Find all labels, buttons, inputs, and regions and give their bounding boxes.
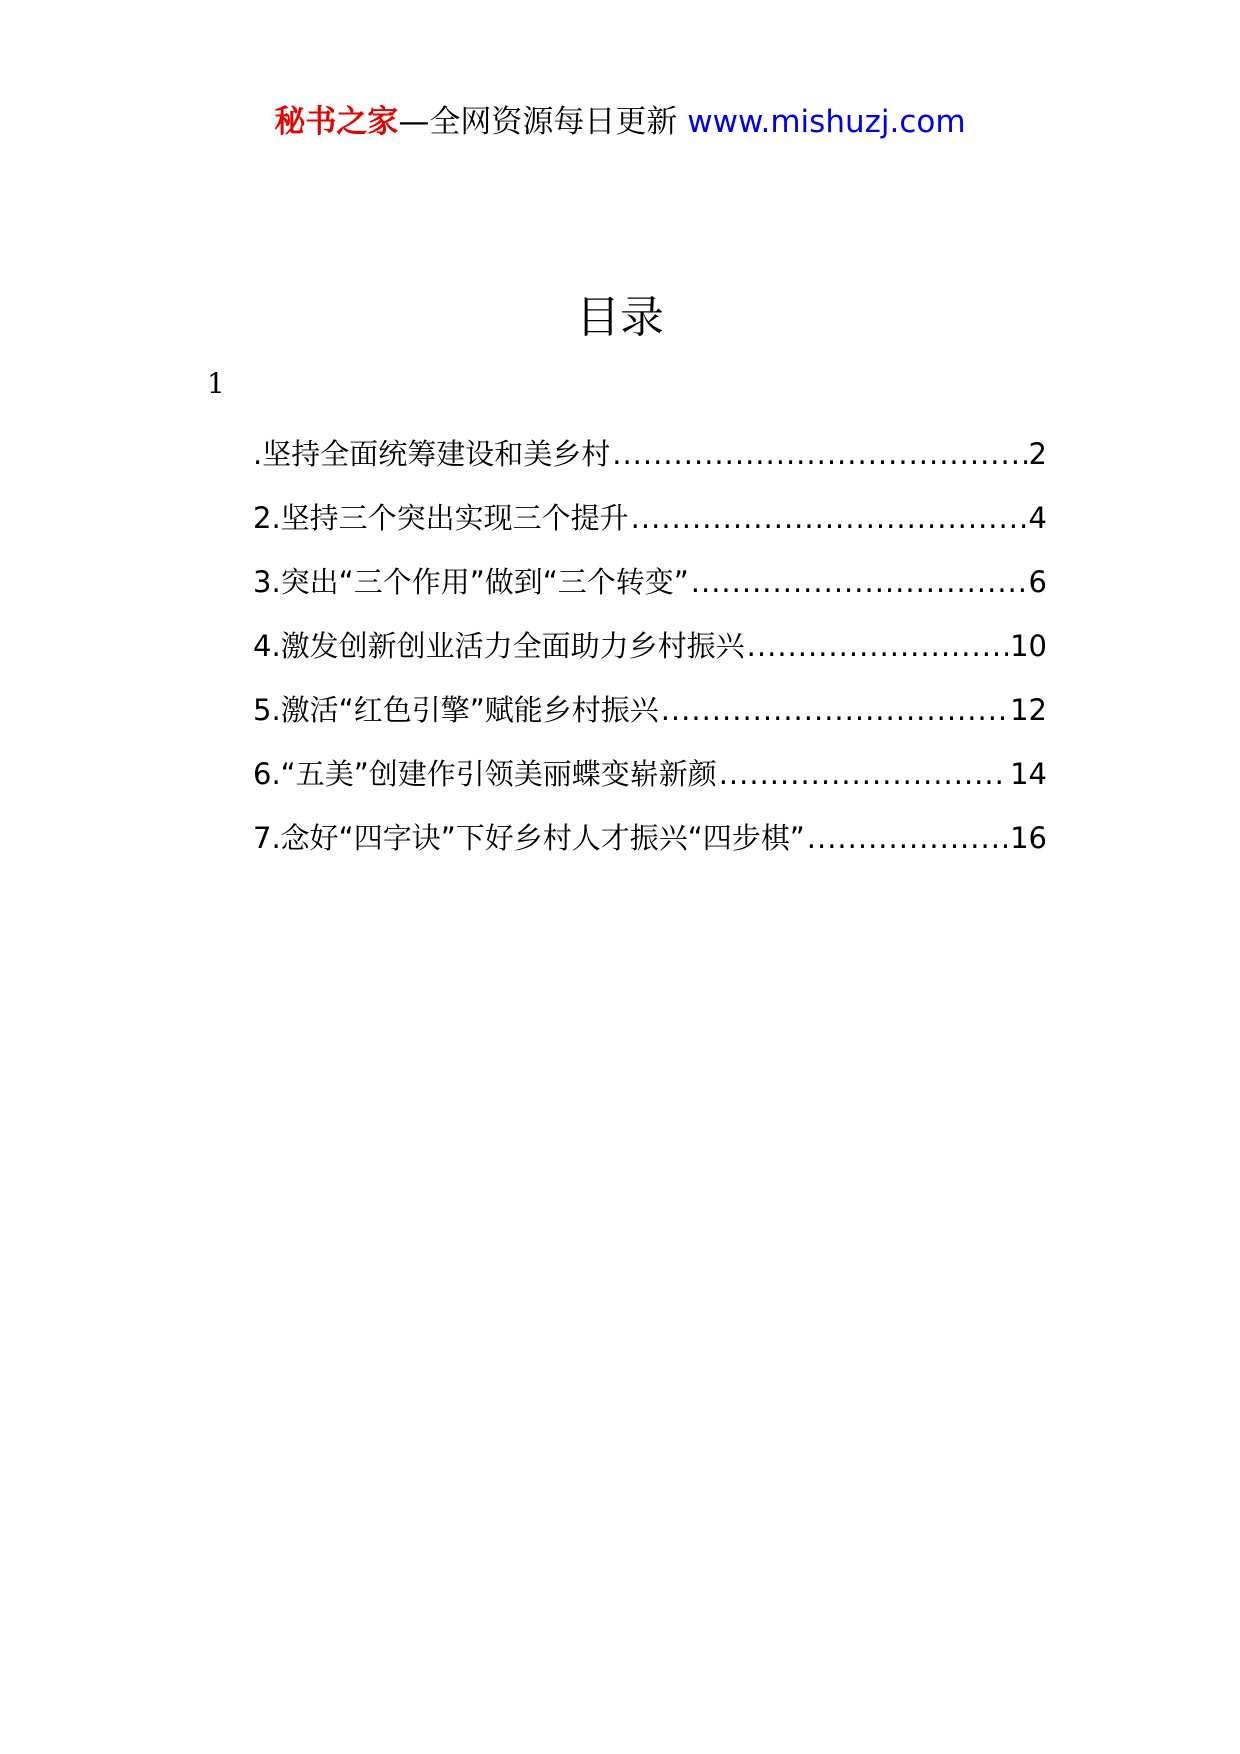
toc-dot-leader	[807, 806, 1008, 870]
toc-entry[interactable]	[253, 614, 1047, 678]
toc-dot-leader	[747, 614, 1008, 678]
toc-entry-page: 12	[1010, 693, 1047, 727]
toc-entry-text: 7.念好“四字诀”下好乡村人才振兴“四步棋”	[253, 821, 805, 855]
toc-dot-leader	[691, 550, 1027, 614]
toc-entry-page: 16	[1010, 821, 1047, 855]
toc-dot-leader	[612, 422, 1026, 486]
toc-entry[interactable]	[253, 742, 1047, 806]
toc-entry-text: 2.坚持三个突出实现三个提升	[253, 501, 629, 535]
toc-entry-text: 6.“五美”创建作引领美丽蝶变崭新颜	[253, 757, 717, 791]
toc-entry-page: 6	[1028, 565, 1047, 599]
toc-entry[interactable]	[253, 486, 1047, 550]
toc-dot-leader	[631, 486, 1027, 550]
toc-entry-page: 4	[1028, 501, 1047, 535]
header-tagline: —全网资源每日更新	[398, 104, 688, 140]
toc-list	[253, 422, 1047, 870]
toc-entry-page: 10	[1010, 629, 1047, 663]
toc-dot-leader	[661, 678, 1008, 742]
toc-stray-number: 1	[207, 367, 225, 400]
toc-entry-page: 2	[1028, 437, 1047, 471]
toc-entry-page: 14	[1010, 757, 1047, 791]
toc-entry[interactable]	[253, 550, 1047, 614]
website-link[interactable]: www.mishuzj.com	[687, 104, 966, 140]
toc-entry-text: 4.激发创新创业活力全面助力乡村振兴	[253, 629, 745, 663]
toc-title: 目录	[576, 292, 664, 343]
toc-entry[interactable]	[253, 422, 1047, 486]
toc-entry[interactable]	[253, 806, 1047, 870]
toc-entry-text: 5.激活“红色引擎”赋能乡村振兴	[253, 693, 659, 727]
toc-entry[interactable]	[253, 678, 1047, 742]
toc-dot-leader	[719, 742, 1008, 806]
brand-name: 秘书之家	[274, 104, 399, 140]
toc-entry-text: .坚持全面统筹建设和美乡村	[253, 437, 611, 471]
toc-entry-text: 3.突出“三个作用”做到“三个转变”	[253, 565, 689, 599]
page-header	[0, 100, 1240, 144]
